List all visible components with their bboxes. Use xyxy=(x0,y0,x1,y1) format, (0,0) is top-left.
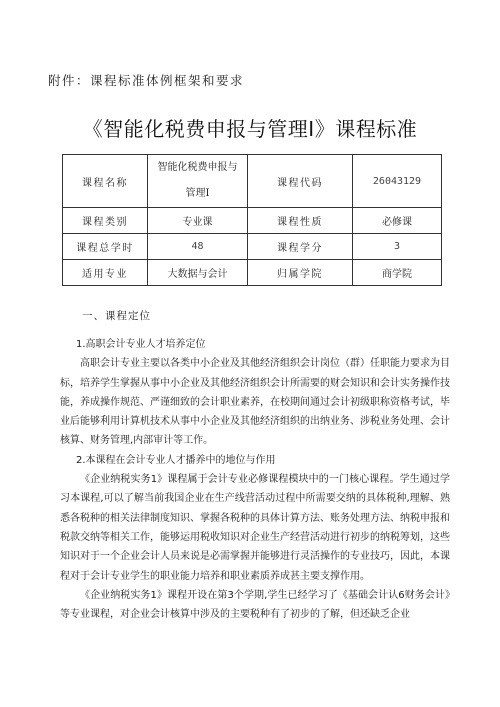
value-course-code: 26043129 xyxy=(353,155,442,208)
section-heading: 一、课程定位 xyxy=(82,310,151,322)
label-college: 归属学院 xyxy=(248,260,353,286)
subheading-2: 2.本课程在会计专业人才播养中的地位与作用 xyxy=(76,454,276,466)
course-info-table xyxy=(62,154,442,286)
attachment-note: 附件：课程标准体例框架和要求 xyxy=(48,73,245,88)
value-major: 大数据与会计 xyxy=(148,260,248,286)
course-name-line-2: 管理I xyxy=(185,188,210,199)
value-college: 商学院 xyxy=(353,260,442,286)
label-course-name: 课程名称 xyxy=(63,155,148,208)
value-total-hours: 48 xyxy=(148,234,248,260)
document-body xyxy=(60,335,450,624)
label-course-nature: 课程性质 xyxy=(248,208,353,234)
paragraph-2: 《企业纳税实务1》课程属于会计专业必修课程模块中的一门核心课程。学生通过学习本课程,可以了解当前我国企业在生产线营活动过程中所需要交纳的具体税种,理解、熟悉各税种的相关法律制度知识、掌握各税种的具体计算方法、账务处理方法、纳税申报和税款交纳等相关工作，能够运用税收知识对企业生产经营活动进行初步的纳税筹划，这些知识对于一个企业会计人员来说是必需掌握并能够进行灵活操作的专业技巧，因此，本课程对于会计专业学生的职业能力培养和职业素质养成甚主要支撑作用。 xyxy=(60,474,450,582)
label-course-category: 课程类别 xyxy=(63,208,148,234)
value-course-nature: 必修课 xyxy=(353,208,442,234)
label-total-hours: 课程总学时 xyxy=(63,234,148,260)
paragraph-3: 《企业纳税实务1》课程开设在第3个学期,学生已经学习了《基础会计认6财务会计》等专业课程，对企业会计核算中涉及的主要税种有了初步的了解，但还缺乏企业 xyxy=(60,589,450,621)
table-row xyxy=(63,208,442,234)
table-row xyxy=(63,234,442,260)
document-title: 《智能化税费申报与管理I》课程标准 xyxy=(82,117,418,141)
label-course-code: 课程代码 xyxy=(248,155,353,208)
subheading-1: 1.高职会计专业人才培养定位 xyxy=(76,339,206,350)
label-credits: 课程学分 xyxy=(248,234,353,260)
paragraph-1: 高职会计专业主要以各类中小企业及其他经济组织会计岗位（群）任职能力要求为目标，培养学生掌握从事中小企业及其他经济组织会计所需要的财会知识和会计实务操作技能，养成操作规范、严谨细致的会计职业素养，在校期间通过会计初级职称资格考试，毕业后能够利用计算机技术从事中小企业及其他经济组织的出纳业务、涉税业务处理、会计核算、财务管理,内部审计等工作。 xyxy=(60,358,450,447)
value-credits: 3 xyxy=(353,234,442,260)
course-name-line-1: 智能化税费申报与 xyxy=(157,162,238,173)
table-row xyxy=(63,155,442,208)
value-course-category: 专业课 xyxy=(148,208,248,234)
value-course-name xyxy=(148,155,248,208)
label-major: 适用专业 xyxy=(63,260,148,286)
table-row xyxy=(63,260,442,286)
